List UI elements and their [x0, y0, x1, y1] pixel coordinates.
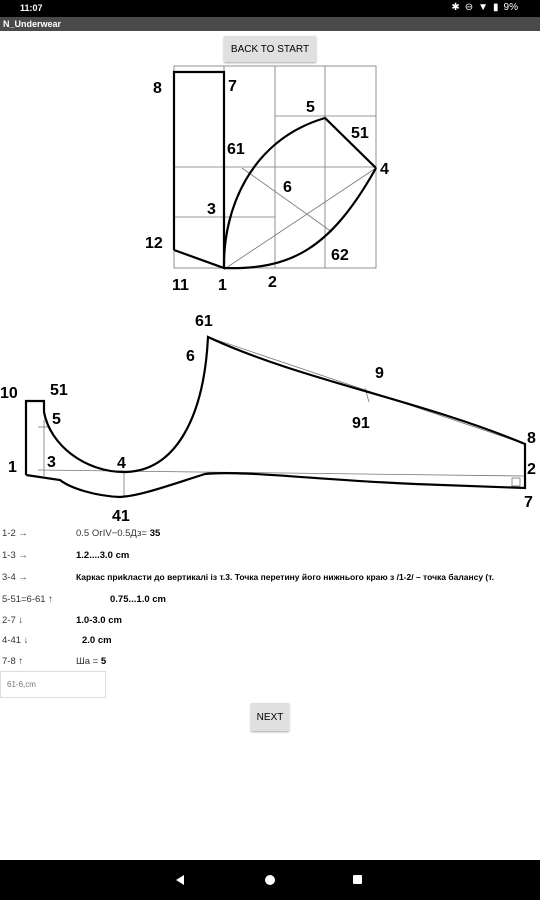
top-label-7: 7: [228, 78, 237, 95]
bottom-label-4: 4: [117, 455, 126, 472]
back-to-start-button[interactable]: BACK TO START: [224, 36, 316, 62]
top-label-8: 8: [153, 80, 162, 97]
formula-label: 1-2 →: [2, 528, 28, 539]
top-label-61: 61: [227, 141, 245, 158]
formula-label: 5-51=6-61 ↑: [2, 594, 53, 605]
formula-text: 0.5 ОгIV−0.5Дз= 35: [76, 528, 161, 539]
top-label-62: 62: [331, 247, 349, 264]
formula-label: 1-3 →: [2, 550, 28, 561]
formula-label: 7-8 ↑: [2, 656, 24, 667]
formula-value: 2.0 cm: [82, 635, 112, 646]
bottom-label-1: 1: [8, 459, 17, 476]
nav-recent-icon[interactable]: [353, 875, 362, 884]
battery-icon: ▮: [493, 2, 499, 13]
top-label-1: 1: [218, 277, 227, 294]
next-button[interactable]: NEXT: [251, 703, 289, 731]
wifi-icon: ▼: [478, 2, 489, 13]
formula-label: 2-7 ↓: [2, 615, 24, 626]
top-label-5: 5: [306, 99, 315, 116]
minus-circle-icon: ⊖: [464, 2, 474, 13]
formula-text: Ша = 5: [76, 656, 107, 667]
bottom-label-5: 5: [52, 411, 61, 428]
app-title: N_Underwear: [3, 19, 62, 29]
top-label-12: 12: [145, 235, 163, 252]
formula-value: 1.2....3.0 cm: [76, 550, 130, 561]
formula-value: Каркас приkласти до вертикалі із т.3. Точка перетину його нижнього краю з /1-2/ – точка балансу (т.: [76, 572, 495, 582]
battery-level: 9%: [503, 2, 518, 13]
bottom-pattern-diagram: [0, 300, 540, 530]
top-pattern-diagram: [0, 0, 540, 300]
formula-value: 0.75...1.0 cm: [110, 594, 166, 605]
top-label-3: 3: [207, 201, 216, 218]
formula-label: 4-41 ↓: [2, 635, 29, 646]
measurement-input[interactable]: [1, 672, 105, 697]
top-label-4: 4: [380, 161, 389, 178]
bottom-label-10: 10: [0, 385, 18, 402]
status-time: 11:07: [20, 3, 43, 13]
top-label-51: 51: [351, 125, 369, 142]
top-label-2: 2: [268, 274, 277, 291]
bottom-label-6: 6: [186, 348, 195, 365]
bottom-label-91: 91: [352, 415, 370, 432]
nav-back-icon[interactable]: [176, 875, 184, 885]
bluetooth-icon: ✱: [451, 2, 460, 13]
nav-home-icon[interactable]: [265, 875, 275, 885]
bottom-label-61: 61: [195, 313, 213, 330]
bottom-label-9: 9: [375, 365, 384, 382]
bottom-label-51: 51: [50, 382, 68, 399]
navigation-bar: [0, 860, 540, 900]
formula-label: 3-4 →: [2, 572, 28, 583]
top-label-11: 11: [172, 277, 189, 294]
bottom-label-8: 8: [527, 430, 536, 447]
formula-value: 1.0-3.0 cm: [76, 615, 122, 626]
measurement-input-container: [0, 671, 106, 698]
bottom-label-2: 2: [527, 461, 536, 478]
bottom-label-7: 7: [524, 494, 533, 511]
top-label-6: 6: [283, 179, 292, 196]
bottom-label-41: 41: [112, 508, 130, 525]
bottom-label-3: 3: [47, 454, 56, 471]
